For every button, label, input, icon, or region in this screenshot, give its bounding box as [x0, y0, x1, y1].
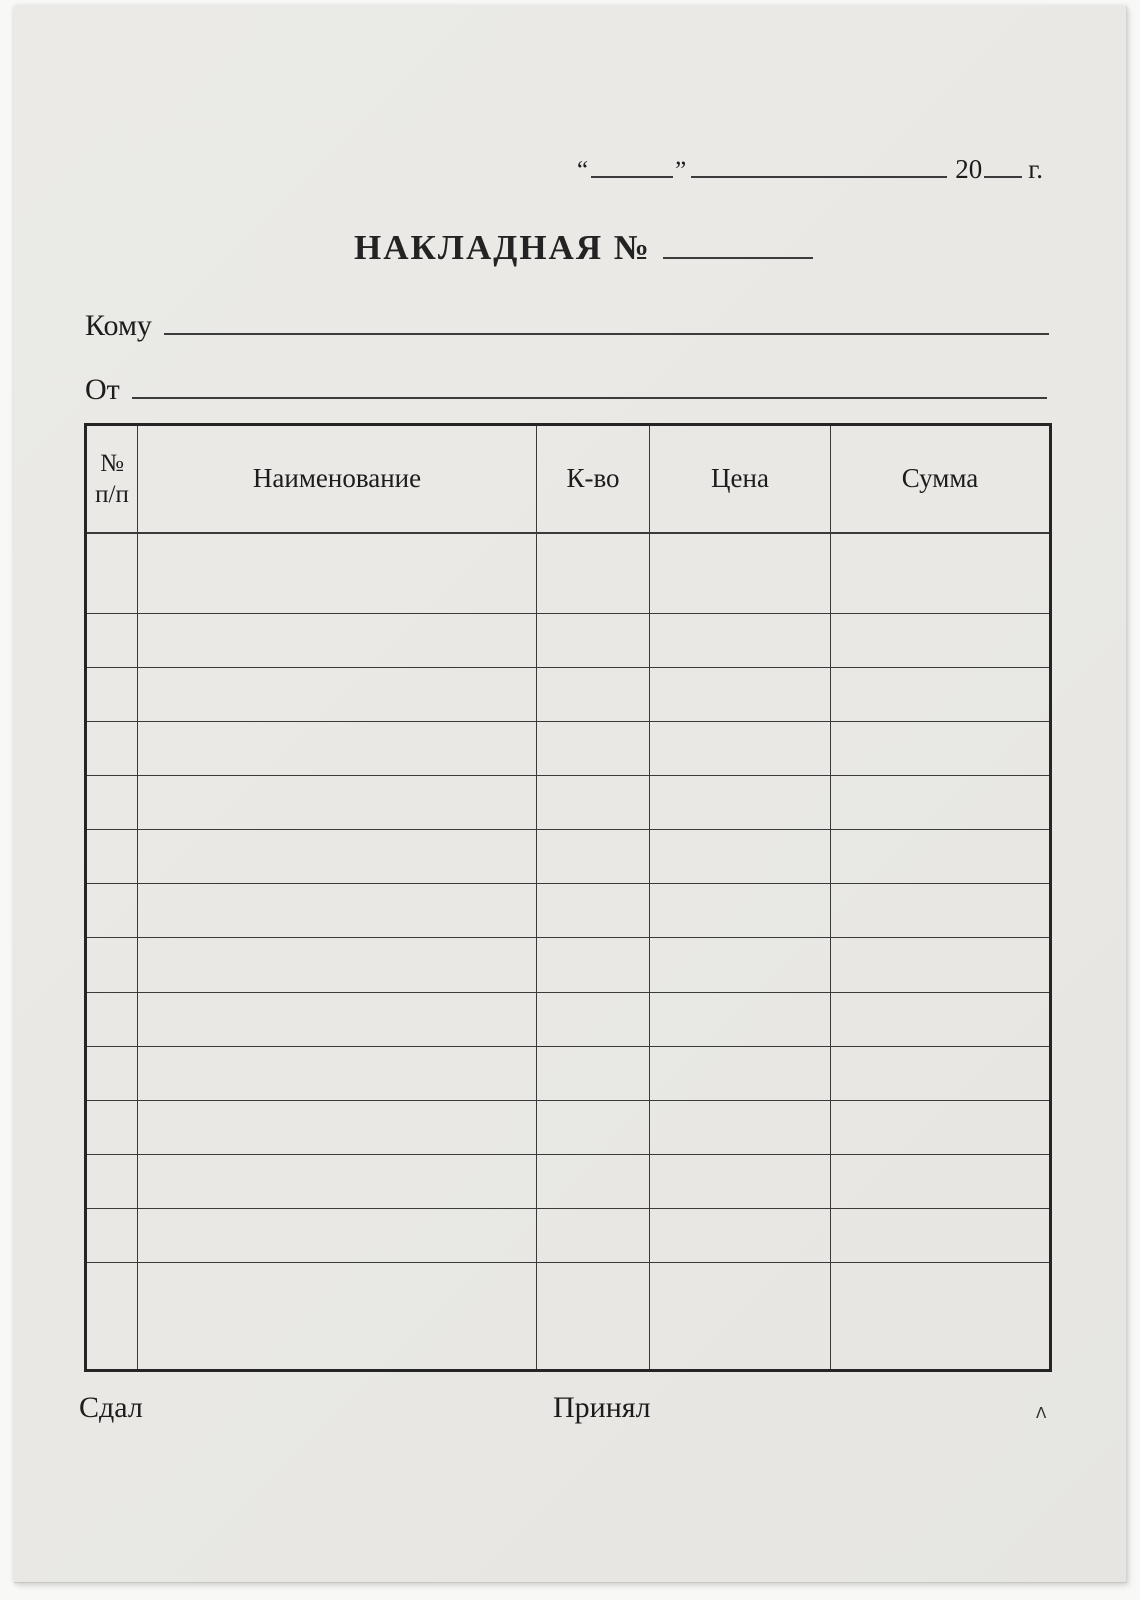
table-row [86, 776, 1051, 830]
table-cell [138, 668, 537, 722]
table-cell [650, 776, 831, 830]
table-cell [650, 668, 831, 722]
table-row [86, 938, 1051, 992]
table-row [86, 1046, 1051, 1100]
col-name-header: Наименование [138, 425, 537, 533]
invoice-number-blank-line [663, 257, 813, 259]
year-suffix: г. [1028, 154, 1043, 184]
table-cell [831, 884, 1051, 938]
table-cell [537, 668, 650, 722]
table-cell [86, 722, 138, 776]
sender-label: От [85, 373, 120, 406]
recipient-field [85, 309, 1049, 343]
table-cell [650, 722, 831, 776]
table-cell [86, 992, 138, 1046]
table-row [86, 992, 1051, 1046]
table-cell [831, 1262, 1051, 1370]
table-cell [86, 884, 138, 938]
table-row [86, 1154, 1051, 1208]
table-cell [831, 614, 1051, 668]
table-cell [537, 1100, 650, 1154]
col-price-header: Цена [650, 425, 831, 533]
month-blank-line [691, 176, 947, 178]
table-cell [650, 614, 831, 668]
table-row [86, 1208, 1051, 1262]
table-cell [138, 992, 537, 1046]
table-cell [138, 776, 537, 830]
table-row [86, 668, 1051, 722]
paper-sheet [14, 6, 1127, 1583]
table-cell [831, 938, 1051, 992]
table-row [86, 884, 1051, 938]
table-cell [831, 722, 1051, 776]
table-cell [86, 668, 138, 722]
sender-blank-line [132, 397, 1047, 399]
table-cell [831, 1154, 1051, 1208]
table-cell [650, 1262, 831, 1370]
recipient-blank-line [164, 333, 1049, 335]
table-cell [650, 1154, 831, 1208]
table-row [86, 722, 1051, 776]
date-line [577, 154, 1043, 192]
invoice-title: НАКЛАДНАЯ № [354, 228, 652, 267]
table-cell [86, 1154, 138, 1208]
corner-mark: Λ [1036, 1404, 1047, 1422]
table-row [86, 1100, 1051, 1154]
invoice-table-body [86, 533, 1051, 1371]
table-cell [537, 533, 650, 614]
table-cell [86, 1046, 138, 1100]
table-cell [537, 884, 650, 938]
table-cell [650, 1046, 831, 1100]
table-row [86, 614, 1051, 668]
table-row [86, 533, 1051, 614]
col-sum-header: Сумма [831, 425, 1051, 533]
table-cell [537, 1154, 650, 1208]
signature-line [79, 1391, 1049, 1425]
table-cell [537, 1046, 650, 1100]
table-cell [831, 1208, 1051, 1262]
table-cell [537, 992, 650, 1046]
table-cell [650, 884, 831, 938]
table-cell [537, 1262, 650, 1370]
table-cell [138, 1262, 537, 1370]
table-cell [650, 533, 831, 614]
table-cell [138, 938, 537, 992]
table-cell [138, 830, 537, 884]
table-cell [650, 992, 831, 1046]
table-cell [86, 776, 138, 830]
year-blank-line [984, 176, 1022, 178]
close-quote: ” [675, 157, 688, 184]
table-cell [537, 938, 650, 992]
table-cell [138, 884, 537, 938]
col-quantity-header: К-во [537, 425, 650, 533]
table-cell [138, 1208, 537, 1262]
table-cell [831, 533, 1051, 614]
table-cell [537, 722, 650, 776]
table-cell [650, 830, 831, 884]
table-cell [537, 1208, 650, 1262]
table-cell [650, 1208, 831, 1262]
table-cell [86, 938, 138, 992]
table-cell [86, 1100, 138, 1154]
day-blank-line [591, 176, 673, 178]
table-cell [86, 1262, 138, 1370]
invoice-table [84, 423, 1052, 1372]
title-line [354, 228, 813, 268]
col-number-header [86, 425, 138, 533]
table-cell [537, 830, 650, 884]
table-cell [138, 614, 537, 668]
table-cell [650, 1100, 831, 1154]
col-number-header-line1: № [100, 449, 124, 477]
table-cell [86, 533, 138, 614]
table-cell [831, 1100, 1051, 1154]
table-cell [537, 614, 650, 668]
open-quote: “ [577, 157, 590, 184]
table-cell [138, 722, 537, 776]
table-row [86, 830, 1051, 884]
table-cell [138, 1046, 537, 1100]
table-cell [650, 938, 831, 992]
table-cell [831, 992, 1051, 1046]
table-cell [831, 776, 1051, 830]
received-label: Принял [553, 1391, 651, 1424]
table-cell [86, 614, 138, 668]
table-cell [138, 1154, 537, 1208]
table-row [86, 1262, 1051, 1370]
delivered-label: Сдал [79, 1391, 143, 1424]
table-cell [831, 668, 1051, 722]
year-prefix: 20 [955, 154, 983, 184]
table-cell [138, 1100, 537, 1154]
table-cell [86, 1208, 138, 1262]
table-cell [138, 533, 537, 614]
table-cell [831, 1046, 1051, 1100]
table-header-row [86, 425, 1051, 533]
table-cell [86, 830, 138, 884]
recipient-label: Кому [85, 309, 152, 342]
sender-field [85, 373, 1047, 407]
col-number-header-line2: п/п [95, 480, 129, 508]
table-cell [537, 776, 650, 830]
table-cell [831, 830, 1051, 884]
